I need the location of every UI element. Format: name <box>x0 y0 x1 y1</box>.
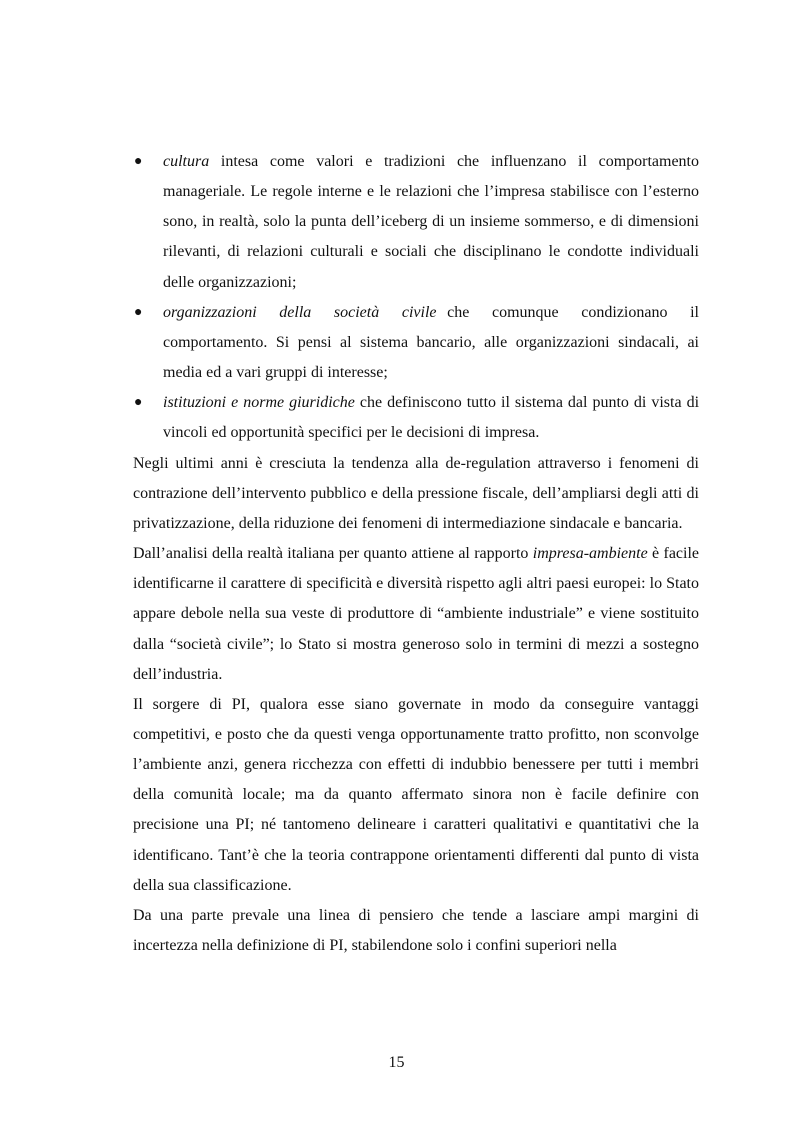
paragraph-realta-italiana <box>133 539 699 690</box>
bullet-text-continued: comportamento. Si pensi al sistema bancario, alle organizzazioni sindacali, ai media ed a vari gruppi di interesse; <box>163 333 699 382</box>
document-body <box>133 147 699 961</box>
bullet-text: che comunque condizionano il <box>447 303 700 321</box>
bullet-text: che definiscono tutto il sistema dal punto di <box>359 394 647 412</box>
bullet-text-continued: manageriale. Le regole interne e le relazioni che l’impresa stabilisce con l’esterno sono, in realtà, solo la punta dell’iceberg di un insieme sommerso, e di dimensioni rilevanti, di relazioni culturali e sociali che disciplinano le condotte individuali delle organizzazioni; <box>163 183 699 291</box>
paragraph-linea-pensiero: Da una parte prevale una linea di pensiero che tende a lasciare ampi margini di incertezza nella definizione di PI, stabilendone solo i confini superiori nella <box>133 906 699 955</box>
bullet-term: istituzioni e norme giuridiche <box>163 394 355 412</box>
bullet-text-continued: vista di vincoli ed opportunità specifici per le decisioni di impresa. <box>163 394 700 442</box>
bullet-item-cultura <box>133 147 699 298</box>
bullet-icon: ● <box>134 395 143 411</box>
bullet-icon: ● <box>134 304 143 320</box>
bullet-icon: ● <box>134 154 143 169</box>
bullet-item-organizzazioni <box>133 298 699 388</box>
paragraph-emphasis: impresa-ambiente <box>532 545 648 563</box>
bullet-term: organizzazioni della società civile <box>163 303 437 321</box>
paragraph-deregulation: Negli ultimi anni è cresciuta la tendenza alla de-regulation attraverso i fenomeni di contrazione dell’intervento pubblico e della pressione fiscale, dell’ampliarsi degli atti di privatizzazione, della riduzione dei fenomeni di intermediazione sindacale e bancaria. <box>133 454 699 532</box>
paragraph-text: Dall’analisi della realtà italiana per quanto attiene al rapporto <box>133 545 529 563</box>
bullet-text: intesa come valori e tradizioni che influenzano il comportamento <box>220 153 699 170</box>
page-number: 15 <box>388 1054 405 1071</box>
paragraph-text-continued: è facile identificarne il carattere di specificità e diversità rispetto agli altri paesi europei: lo Stato appare debole nella sua veste di produttore di “ambiente industriale” e viene sostituito dalla “società civile”; lo Stato si mostra generoso solo in termini di mezzi a sostegno dell’industria. <box>133 545 700 683</box>
bullet-term: cultura <box>163 153 210 170</box>
bullet-item-istituzioni <box>133 388 699 448</box>
paragraph-sorgere-pi: Il sorgere di PI, qualora esse siano governate in modo da conseguire vantaggi competitivi, e posto che da questi venga opportunamente tratto profitto, non sconvolge l’ambiente anzi, genera ricchezza con effetti di indubbio benessere per tutti i membri della comunità locale; ma da quanto affermato sinora non è facile definire con precisione una PI; né tantomeno delineare i caratteri qualitativi e quantitativi che la identificano. Tant’è che la teoria contrappone orientamenti differenti dal punto di vista della sua classificazione. <box>133 695 699 894</box>
